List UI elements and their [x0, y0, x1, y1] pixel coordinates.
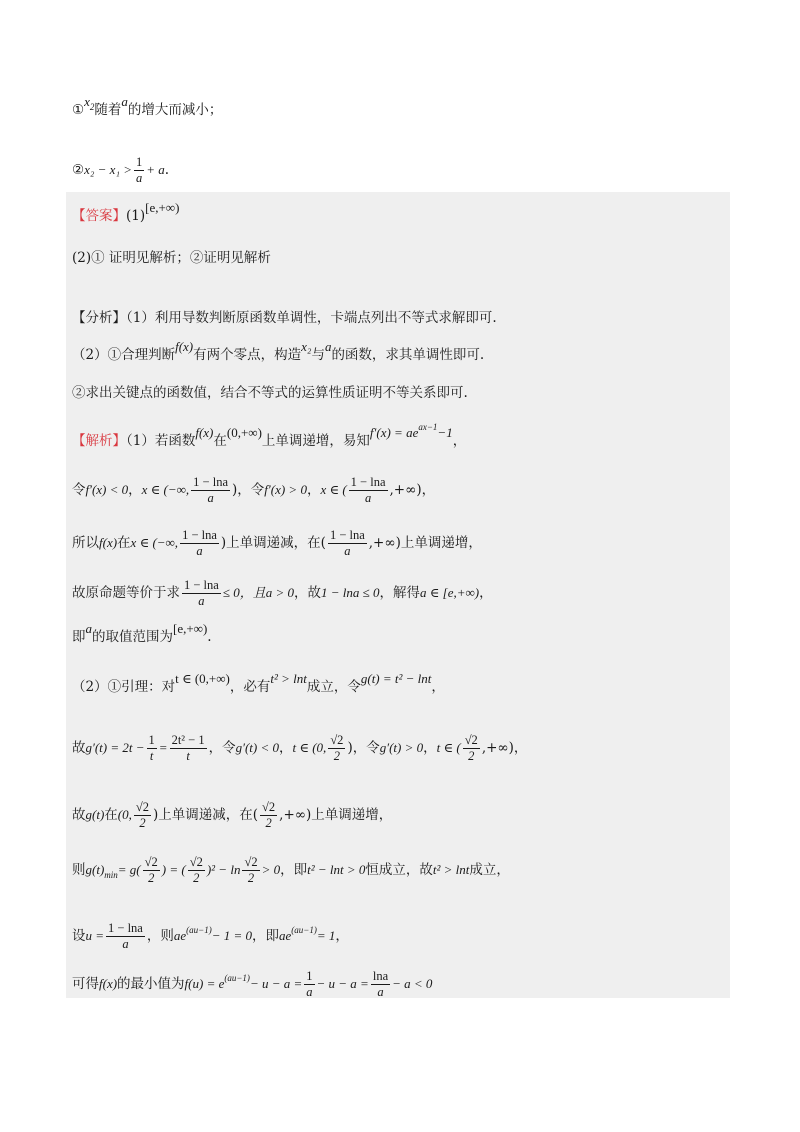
- fraction: [182, 578, 221, 609]
- text-span: ，: [431, 679, 445, 695]
- text-span: .: [164, 162, 170, 178]
- fraction-numerator: 1 − lna: [184, 578, 219, 592]
- math-expression: )² − ln: [206, 862, 241, 877]
- fraction: [147, 733, 157, 764]
- text-span: 故原命题等价于求: [72, 585, 180, 601]
- math-expression: x ∈ (: [320, 482, 347, 497]
- text-span: = 1: [316, 928, 336, 943]
- fraction-numerator: 1 − lna: [193, 475, 228, 489]
- math-expression: =: [158, 740, 168, 755]
- math-expression: f(x): [99, 976, 118, 991]
- solution-line-5: [72, 621, 212, 647]
- math-expression: a: [85, 621, 92, 636]
- text-span: ae: [279, 928, 292, 943]
- text-span: ,+∞)上单调递增，: [368, 535, 482, 551]
- math-expression: t² − lnt > 0: [307, 862, 366, 877]
- fraction-denominator: a: [135, 171, 143, 185]
- fraction-numerator: √2: [330, 733, 344, 747]
- math-expression: x ∈ (−∞,: [130, 535, 179, 550]
- math-expression: − u − a =: [316, 976, 369, 991]
- fraction-denominator: 2: [148, 871, 155, 885]
- question-item-1: [72, 94, 223, 125]
- fraction-denominator: a: [344, 544, 351, 558]
- text-span: ，必有: [229, 679, 271, 695]
- text-span: 在: [117, 535, 131, 551]
- math-expression: g′(t) < 0: [235, 740, 279, 755]
- text-span: ，即: [252, 928, 280, 944]
- solution-line-11: [72, 968, 432, 1000]
- circle-number-1: ①: [72, 102, 85, 118]
- text-span: − u − a =: [249, 976, 303, 991]
- text-span: 令: [72, 482, 86, 498]
- fraction-numerator: 2t² − 1: [171, 733, 205, 747]
- text-span: 则: [72, 862, 86, 878]
- text-span: −1: [437, 425, 453, 440]
- math-expression: + a: [146, 162, 165, 177]
- text-span: )上单调递减，在(: [153, 807, 259, 823]
- math-expression: x₂: [301, 339, 312, 354]
- fraction-denominator: t: [149, 749, 154, 763]
- solution-line-6: [72, 671, 445, 697]
- subscript: 2: [89, 102, 95, 112]
- math-expression: f(x): [175, 339, 194, 354]
- text-span: (2)① 证明见解析；②证明见解析: [72, 250, 271, 266]
- text-span: ，: [128, 482, 142, 498]
- text-span: （2）①引理：对: [72, 679, 176, 695]
- text-span: x: [84, 94, 90, 109]
- text-span: 的函数，求其单调性即可.: [331, 347, 485, 363]
- text-span: （2）①合理判断: [72, 347, 176, 363]
- math-expression: x ∈ (−∞,: [141, 482, 190, 497]
- fraction-denominator: a: [306, 985, 313, 999]
- fraction: [191, 475, 230, 506]
- solution-tag: 【解析】: [72, 433, 126, 449]
- text-span: ,+∞)，: [481, 740, 528, 756]
- solution-line-10: [72, 920, 349, 952]
- fraction: [328, 528, 367, 559]
- solution-line-7: [72, 733, 527, 764]
- text-span: )，令: [232, 482, 265, 498]
- text-span: ，即: [280, 862, 308, 878]
- math-expression: a ∈ [e,+∞): [420, 585, 480, 600]
- fraction: [134, 800, 151, 831]
- fraction-denominator: a: [122, 937, 129, 951]
- text-span: 的最小值为: [117, 976, 185, 992]
- text-span: 在: [213, 433, 227, 449]
- answer-range: [e,+∞): [145, 200, 180, 215]
- math-expression: t² > lnt: [432, 862, 470, 877]
- text-span: ，解得: [379, 585, 421, 601]
- math-expression: g(t) = t² − lnt: [360, 671, 432, 686]
- text-span: .: [207, 629, 212, 645]
- math-expression: (0,: [117, 807, 132, 822]
- math-expression: a: [324, 339, 332, 354]
- fraction-numerator: √2: [262, 800, 276, 814]
- math-expression: g′(t) > 0: [379, 740, 424, 755]
- text-span: （1）利用导数判断原函数单调性，卡端点列出不等式求解即可.: [126, 310, 497, 326]
- text-span: f(u) = e: [184, 976, 225, 991]
- math-expression: a > 0: [265, 585, 294, 600]
- text-span: ，: [278, 740, 293, 756]
- fraction-numerator: √2: [135, 800, 149, 814]
- solution-line-3: [72, 528, 482, 559]
- math-expression: − a < 0: [392, 976, 433, 991]
- math-expression: 1 − lna ≤ 0: [321, 585, 380, 600]
- text-span: 恒成立，故: [365, 862, 433, 878]
- text-span: (1): [126, 208, 146, 224]
- text-span: 的增大而减小；: [127, 102, 223, 118]
- answer-line-2: [72, 248, 271, 268]
- fraction: [260, 800, 277, 831]
- text-span: 故: [72, 740, 86, 756]
- text-span: ,+∞)，: [389, 482, 436, 498]
- superscript: (au−1): [291, 925, 317, 935]
- fraction-numerator: 1 − lna: [108, 921, 143, 935]
- math-expression: f′(x) < 0: [85, 482, 129, 497]
- text-span: 有两个零点，构造: [193, 347, 302, 363]
- fraction-numerator: 1: [135, 155, 143, 169]
- text-span: 可得: [72, 976, 99, 992]
- fraction-numerator: lna: [372, 969, 389, 983]
- math-expression: u =: [85, 928, 105, 943]
- fraction-numerator: 1 − lna: [329, 528, 365, 542]
- text-span: ，令: [208, 740, 236, 756]
- math-expression: a: [121, 94, 128, 109]
- solution-line-9: [72, 855, 510, 886]
- fraction-numerator: √2: [244, 855, 258, 869]
- fraction-denominator: 2: [333, 749, 340, 763]
- fraction: [463, 733, 480, 764]
- text-span: ，故: [294, 585, 321, 601]
- solution-line-1: [72, 422, 467, 451]
- solution-line-2: [72, 475, 435, 506]
- fraction: [170, 733, 207, 764]
- fraction-denominator: 2: [139, 816, 146, 830]
- fraction-numerator: √2: [464, 733, 478, 747]
- fraction: [304, 969, 314, 1000]
- math-expression: g(t): [85, 807, 105, 822]
- text-span: ，: [423, 740, 437, 756]
- analysis-line-1: [72, 308, 497, 328]
- math-expression: g′(t) = 2t −: [85, 740, 145, 755]
- fraction: [134, 155, 144, 186]
- fraction: [143, 855, 160, 886]
- text-span: ，: [479, 585, 493, 601]
- fraction: [371, 969, 390, 1000]
- math-expression: [173, 925, 253, 943]
- text-span: f′(x) = ae: [369, 425, 419, 440]
- text-span: 故: [72, 807, 86, 823]
- text-span: − 1 = 0: [211, 928, 253, 943]
- fraction-numerator: 1: [306, 969, 313, 983]
- fraction-numerator: 1 − lna: [182, 528, 217, 542]
- math-expression: f(x): [99, 535, 118, 550]
- fraction: [180, 528, 219, 559]
- fraction-denominator: 2: [247, 871, 255, 885]
- text-span: ，: [452, 433, 467, 449]
- math-expression: > 0: [261, 862, 281, 877]
- text-span: ae: [173, 928, 187, 943]
- fraction-numerator: 1: [148, 733, 155, 747]
- text-span: ，: [335, 928, 349, 944]
- solution-line-8: [72, 800, 392, 831]
- superscript: (au−1): [224, 973, 250, 983]
- math-expression: t ∈ (0,+∞): [175, 671, 230, 686]
- fraction-numerator: √2: [144, 855, 158, 869]
- math-expression: ≤ 0，且: [222, 585, 266, 600]
- text-span: 随着: [94, 102, 122, 118]
- fraction-denominator: a: [377, 985, 384, 999]
- answer-line-1: [72, 200, 180, 226]
- analysis-line-2: [72, 339, 485, 365]
- fraction: [106, 921, 145, 952]
- text-span: 设: [72, 928, 86, 944]
- fraction-denominator: t: [186, 749, 190, 763]
- fraction-denominator: a: [198, 594, 205, 608]
- fraction-denominator: 2: [193, 871, 200, 885]
- text-span: 在: [104, 807, 118, 823]
- solution-line-4: [72, 578, 493, 609]
- math-expression: [369, 422, 453, 440]
- math-expression: f′(x) > 0: [264, 482, 307, 497]
- math-expression: [85, 862, 118, 880]
- text-span: 成立，令: [306, 679, 361, 695]
- fraction-denominator: 2: [468, 749, 475, 763]
- text-span: 即: [72, 629, 86, 645]
- fraction-denominator: 2: [265, 816, 272, 830]
- fraction: [188, 855, 205, 886]
- fraction: [328, 733, 345, 764]
- math-expression: f(x): [195, 425, 214, 440]
- fraction-denominator: a: [196, 544, 203, 558]
- math-expression: t² > lnt: [270, 671, 307, 686]
- text-span: （1）若函数: [126, 433, 196, 449]
- text-span: )，令: [347, 740, 380, 756]
- question-item-2: [72, 155, 169, 186]
- analysis-line-3: [72, 383, 468, 403]
- math-expression: x₂ − x₁ >: [84, 162, 132, 177]
- text-span: ②: [72, 162, 85, 178]
- text-span: )上单调递减，在(: [220, 535, 326, 551]
- superscript: ax−1: [418, 422, 438, 432]
- fraction-denominator: a: [207, 491, 214, 505]
- superscript: (au−1): [186, 925, 212, 935]
- math-x2: [84, 94, 95, 112]
- fraction: [242, 855, 259, 886]
- answer-tag: 【答案】: [72, 208, 126, 224]
- math-expression: (0,+∞): [226, 425, 262, 440]
- text-span: ②求出关键点的函数值，结合不等式的运算性质证明不等关系即可.: [72, 385, 468, 401]
- text-span: 与: [311, 347, 325, 363]
- text-span: ,+∞)上单调递增，: [279, 807, 393, 823]
- text-span: 的取值范围为: [92, 629, 173, 645]
- math-expression: [279, 925, 336, 943]
- math-expression: [e,+∞): [173, 621, 208, 636]
- fraction-numerator: 1 − lna: [350, 475, 386, 489]
- text-span: 成立，: [469, 862, 510, 878]
- text-span: 上单调递增，易知: [261, 433, 370, 449]
- analysis-tag: 【分析】: [72, 310, 126, 326]
- text-span: g(t): [85, 862, 105, 877]
- text-span: ，: [306, 482, 321, 498]
- math-expression: [184, 973, 303, 991]
- math-expression: t ∈ (: [436, 740, 461, 755]
- fraction: [349, 475, 388, 506]
- math-expression: ) = (: [161, 862, 186, 877]
- math-expression: t ∈ (0,: [292, 740, 327, 755]
- math-expression: = g(: [117, 862, 141, 877]
- fraction-numerator: √2: [189, 855, 203, 869]
- text-span: 所以: [72, 535, 99, 551]
- fraction-denominator: a: [364, 491, 372, 505]
- subscript: min: [104, 870, 118, 880]
- text-span: ，则: [146, 928, 174, 944]
